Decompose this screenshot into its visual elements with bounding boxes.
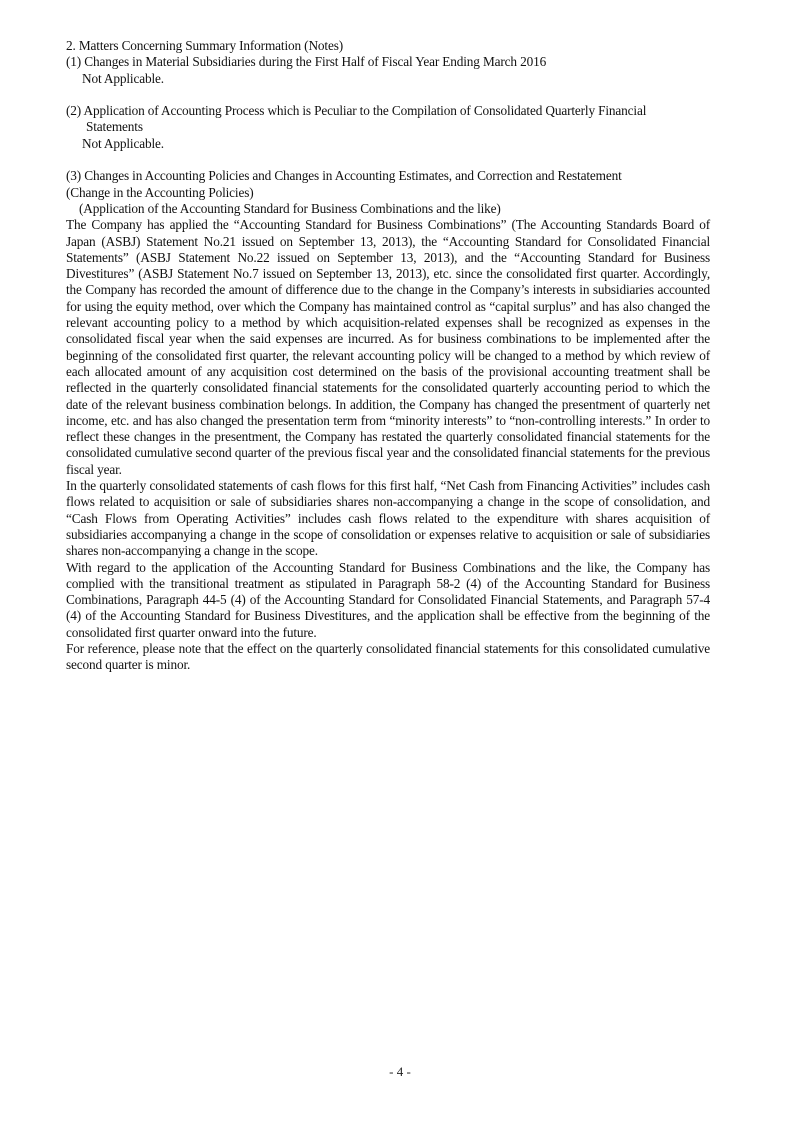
spacer: [66, 87, 710, 103]
item-3-subheading: (Change in the Accounting Policies): [66, 184, 254, 200]
section-title: 2. Matters Concerning Summary Information (Notes): [66, 38, 343, 53]
paragraph-cash-flows: In the quarterly consolidated statements of cash flows for this first half, “Net Cash from Financing Activities” includes cash flows related to acquisition or sale of subsidiaries shares non-accompanying a change in the scope of consolidation, and “Cash Flows from Operating Activities” includes cash flows related to the expenditure with shares acquisition of subsidiaries accompanying a change in the scope of consolidation or expenses relative to acquisition or sale of subsidiaries shares non-accompanying a change in the scope.: [66, 478, 710, 559]
spacer: [66, 152, 710, 168]
paragraph-effect-minor: For reference, please note that the effect on the quarterly consolidated financial statements for this consolidated cumulative second quarter is minor.: [66, 640, 710, 673]
item-1-heading: (1) Changes in Material Subsidiaries during the First Half of Fiscal Year Ending March 2016: [66, 54, 547, 70]
paragraph-accounting-standards: The Company has applied the “Accounting Standard for Business Combinations” (The Accounting Standards Board of Japan (ASBJ) Statement No.21 issued on September 13, 2013), the “Accounting Standard for Consolidated Financial Statements” (ASBJ Statement No.22 issued on September 13, 2013), and the “Accounting Standard for Business Divestitures” (ASBJ Statement No.7 issued on September 13, 2013), etc. since the consolidated first quarter. Accordingly, the Company has recorded the amount of difference due to the change in the Company’s interests in subsidiaries accounted for using the equity method, over which the Company has maintained control as “capital surplus” and has also changed the relevant accounting policy to a method by which acquisition-related expenses shall be recognized as expenses in the consolidated fiscal year when the said expenses are incurred. As for business combinations to be implemented after the beginning of the consolidated first quarter, the relevant accounting policy will be changed to a method by which review of each allocated amount of any acquisition cost determined on the basis of the provisional accounting treatment shall be reflected in the quarterly consolidated financial statements for the consolidated quarterly accounting period to which the date of the relevant business combination belongs. In addition, the Company has changed the presentment of quarterly net income, etc. and has also changed the presentation term from “minority interests” to “non-controlling interests.” In order to reflect these changes in the presentment, the Company has restated the quarterly consolidated financial statements for the consolidated cumulative second quarter of the previous fiscal year and the consolidated financial statements for the previous fiscal year.: [66, 217, 710, 477]
paragraph-transitional-treatment: With regard to the application of the Accounting Standard for Business Combinations and the like, the Company has complied with the transitional treatment as stipulated in Paragraph 58-2 (4) of the Accounting Standard for Business Combinations, Paragraph 44-5 (4) of the Accounting Standard for Consolidated Financial Statements, and Paragraph 57-4 (4) of the Accounting Standard for Business Divestitures, and the application shall be effective from the beginning of the consolidated first quarter onward into the future.: [66, 559, 710, 640]
item-2-heading-continued: Statements: [86, 119, 143, 135]
item-3-heading: (3) Changes in Accounting Policies and Changes in Accounting Estimates, and Correction and Restatement: [66, 168, 622, 184]
item-2-body: Not Applicable.: [82, 135, 164, 151]
item-1-body: Not Applicable.: [82, 70, 164, 86]
item-3-subsubheading: (Application of the Accounting Standard for Business Combinations and the like): [79, 200, 501, 216]
item-2-heading: (2) Application of Accounting Process which is Peculiar to the Compilation of Consolidated Quarterly Financial: [66, 103, 647, 119]
page-number: - 4 -: [389, 1064, 411, 1079]
document-page: [66, 38, 710, 674]
